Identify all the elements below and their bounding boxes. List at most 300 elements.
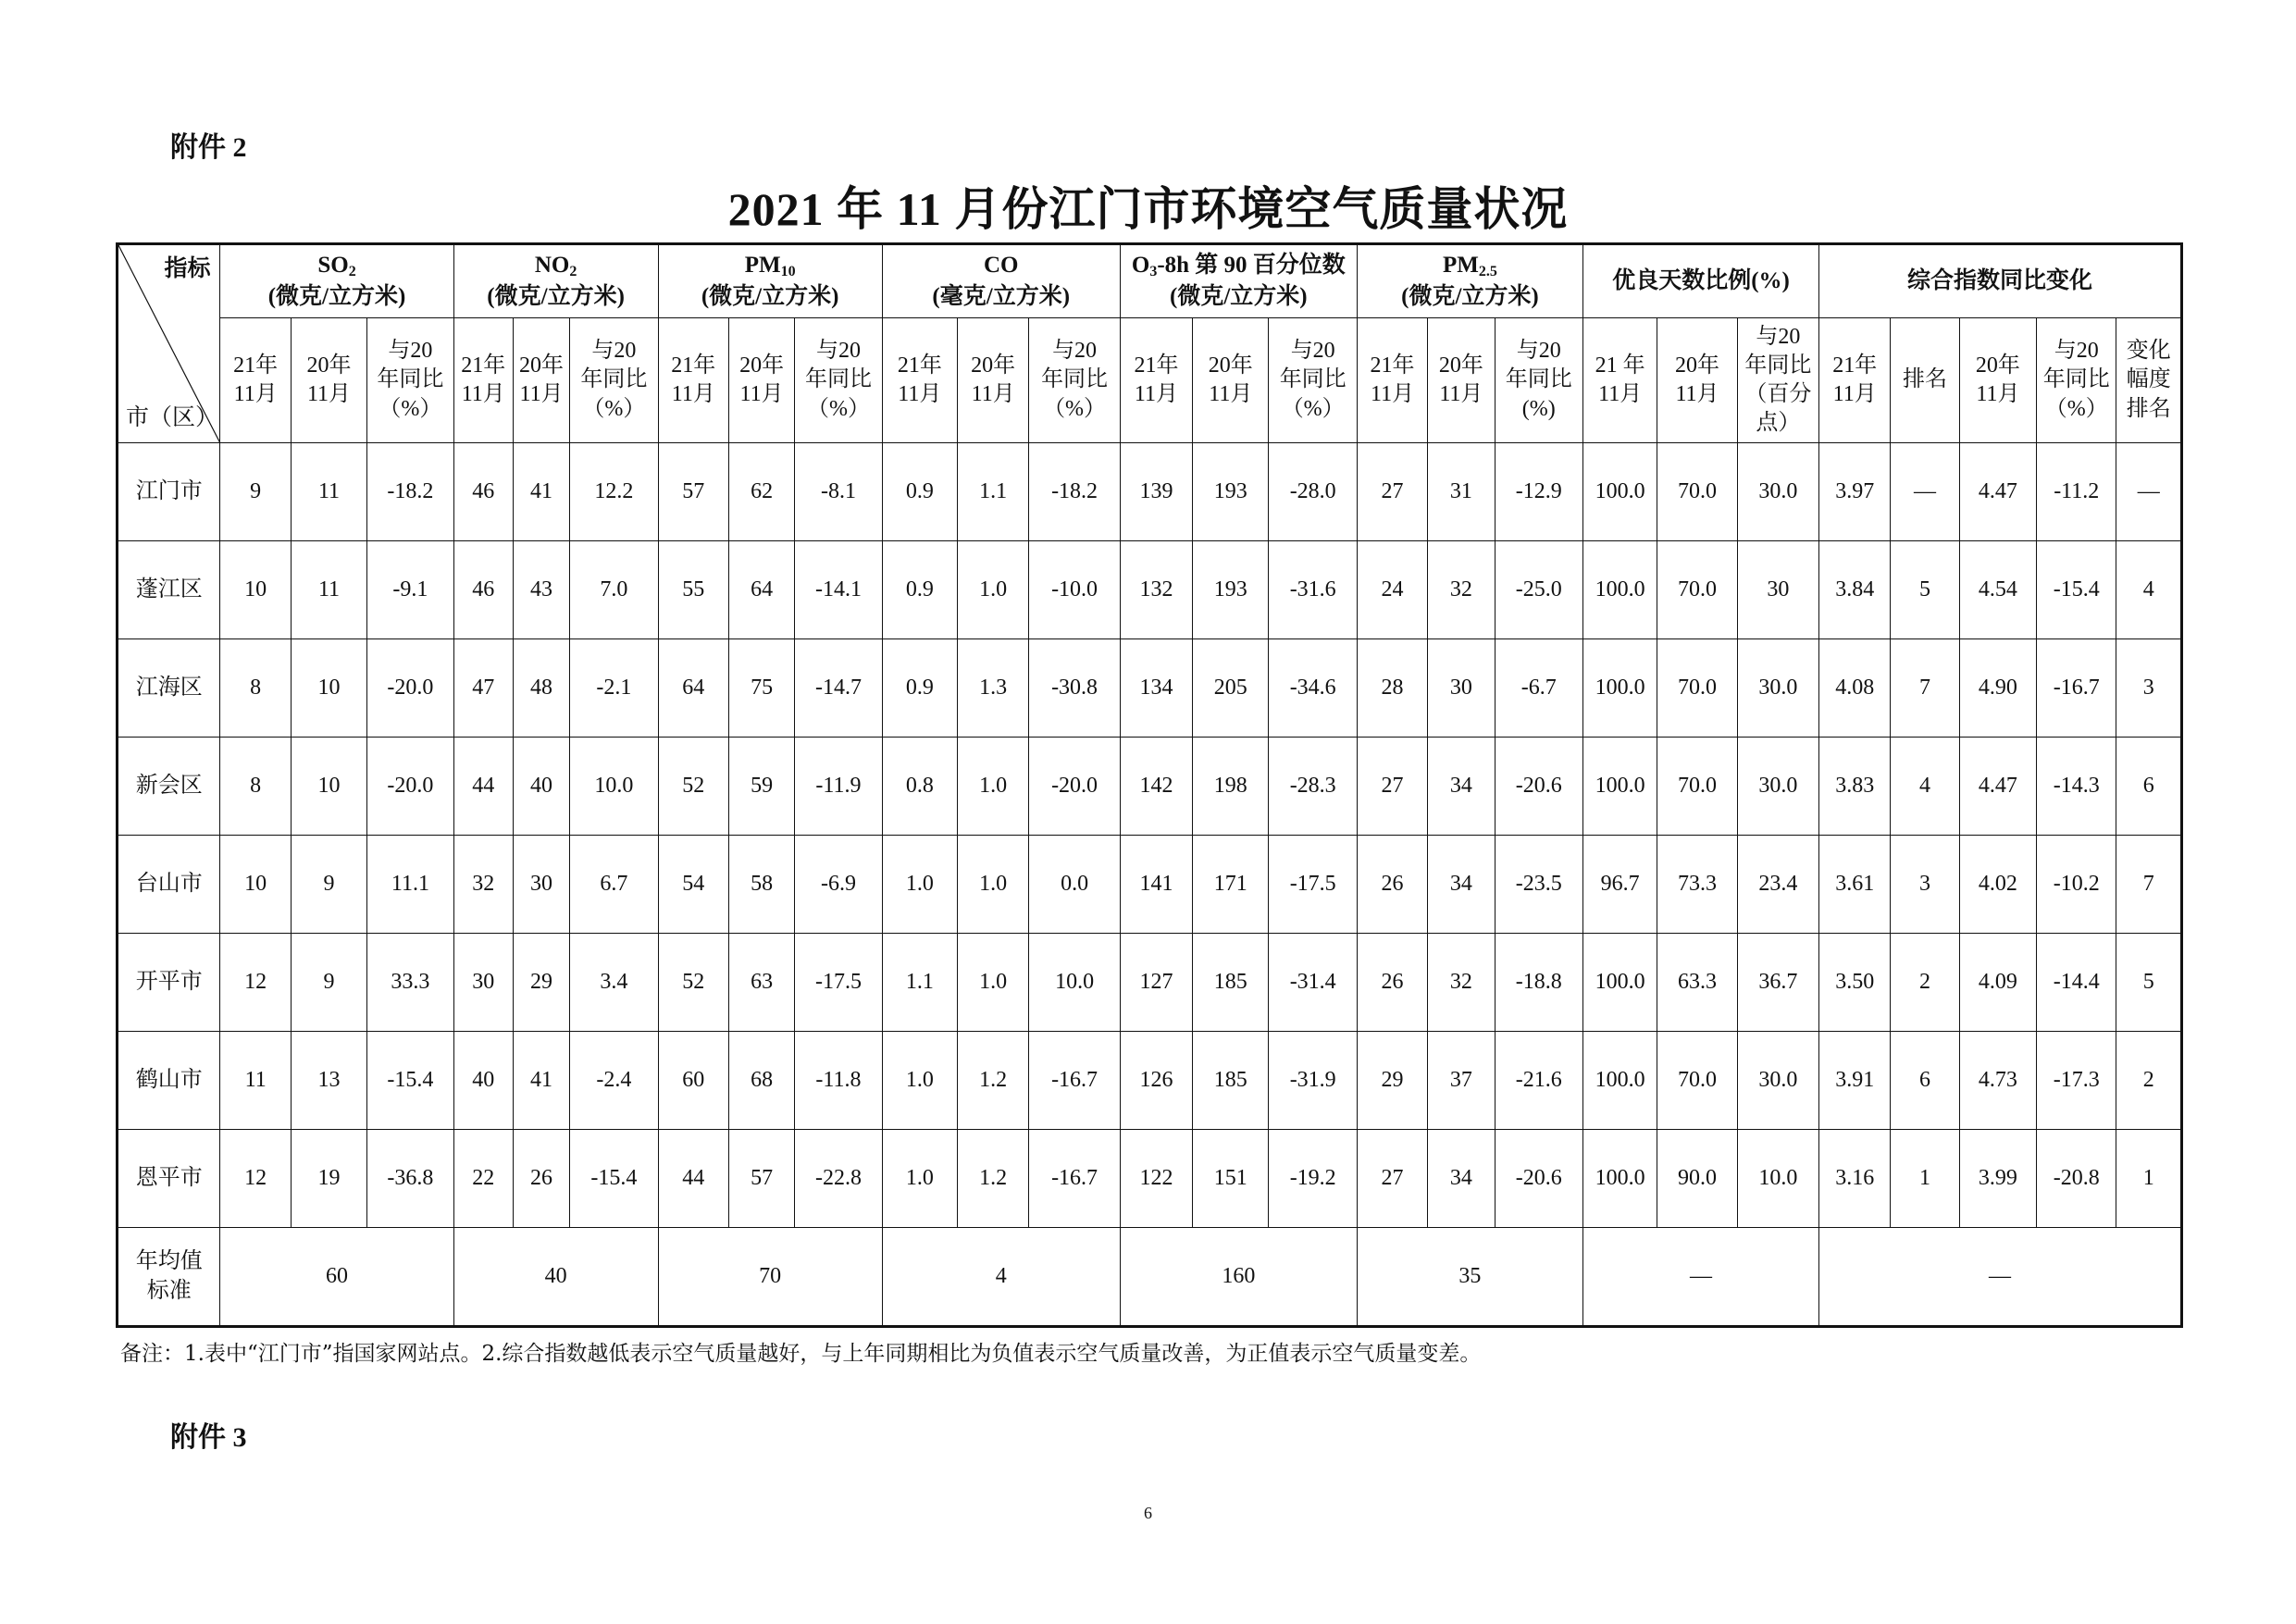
value-cell: 70.0 [1657,541,1737,639]
value-cell: 1.2 [958,1032,1029,1130]
value-cell: 46 [453,541,513,639]
value-cell: 100.0 [1582,541,1657,639]
value-cell: 4.02 [1959,836,2036,934]
value-cell: 4.90 [1959,639,2036,738]
value-cell: 3.50 [1819,934,1891,1032]
value-cell: 96.7 [1582,836,1657,934]
value-cell: -25.0 [1495,541,1582,639]
value-cell: -20.0 [367,639,453,738]
value-cell: 4 [2116,541,2182,639]
value-cell: 127 [1120,934,1192,1032]
group-subscript: 10 [780,263,796,279]
value-cell: 33.3 [367,934,453,1032]
value-cell: 132 [1120,541,1192,639]
value-cell: 1.0 [958,738,1029,836]
value-cell: -10.0 [1029,541,1120,639]
value-cell: 10 [220,836,291,934]
value-cell: 10.0 [570,738,658,836]
table-row [118,639,2182,738]
value-cell: 73.3 [1657,836,1737,934]
value-cell: 12 [220,1130,291,1228]
group-header-good-days [1582,244,1818,318]
value-cell: 100.0 [1582,639,1657,738]
group-header-row [118,244,2182,318]
subheader-cell: 与20 年同比 （%） [367,318,453,443]
value-cell: -20.0 [367,738,453,836]
value-cell: -31.9 [1269,1032,1357,1130]
subheader-cell: 20年 11月 [1428,318,1495,443]
value-cell: 142 [1120,738,1192,836]
annex-3-label: 附件 3 [170,1422,247,1453]
value-cell: 70.0 [1657,1032,1737,1130]
value-cell: 185 [1193,1032,1269,1130]
value-cell: 11 [220,1032,291,1130]
value-cell: 70.0 [1657,443,1737,541]
value-cell: 171 [1193,836,1269,934]
value-cell: 6 [2116,738,2182,836]
group-header-o3 [1120,244,1357,318]
value-cell: -19.2 [1269,1130,1357,1228]
value-cell: 8 [220,639,291,738]
city-name-cell: 恩平市 [118,1130,220,1228]
value-cell: 22 [453,1130,513,1228]
table-footnote: 备注：1.表中“江门市”指国家网站点。2.综合指数越低表示空气质量越好，与上年同期相比为负值表示空气质量改善，为正值表示空气质量变差。 [120,1342,1482,1366]
value-cell: 122 [1120,1130,1192,1228]
value-cell: 27 [1357,738,1427,836]
group-name: PM [1442,252,1479,278]
value-cell: -17.3 [2037,1032,2116,1130]
city-name-cell: 江门市 [118,443,220,541]
value-cell: 1.2 [958,1130,1029,1228]
annex-2-label: 附件 2 [170,132,247,163]
value-cell: -6.7 [1495,639,1582,738]
value-cell: 198 [1193,738,1269,836]
value-cell: 63.3 [1657,934,1737,1032]
subheader-cell: 20年 11月 [728,318,794,443]
value-cell: -12.9 [1495,443,1582,541]
value-cell: 57 [728,1130,794,1228]
value-cell: 3.91 [1819,1032,1891,1130]
value-cell: -8.1 [795,443,882,541]
value-cell: 126 [1120,1032,1192,1130]
value-cell: 134 [1120,639,1192,738]
value-cell: 36.7 [1737,934,1818,1032]
value-cell: 3.4 [570,934,658,1032]
subheader-cell: 20年 11月 [1193,318,1269,443]
value-cell: 3.97 [1819,443,1891,541]
subheader-row [118,318,2182,443]
value-cell: 24 [1357,541,1427,639]
value-cell: 46 [453,443,513,541]
value-cell: 2 [1891,934,1959,1032]
value-cell: 44 [453,738,513,836]
value-cell: 30 [513,836,569,934]
value-cell: -28.3 [1269,738,1357,836]
value-cell: -20.8 [2037,1130,2116,1228]
value-cell: 4.08 [1819,639,1891,738]
subheader-cell: 与20 年同比 （%） [570,318,658,443]
value-cell: 63 [728,934,794,1032]
value-cell: -16.7 [1029,1032,1120,1130]
standard-value-cell: 70 [658,1228,882,1327]
value-cell: 1.0 [882,1130,957,1228]
value-cell: — [1891,443,1959,541]
value-cell: 57 [658,443,728,541]
value-cell: 32 [1428,541,1495,639]
value-cell: 1.0 [882,1032,957,1130]
value-cell: 4.09 [1959,934,2036,1032]
value-cell: 4.47 [1959,738,2036,836]
value-cell: 9 [291,934,366,1032]
value-cell: 4.54 [1959,541,2036,639]
value-cell: 90.0 [1657,1130,1737,1228]
value-cell: 27 [1357,1130,1427,1228]
city-name-cell: 江海区 [118,639,220,738]
value-cell: -2.4 [570,1032,658,1130]
value-cell: 34 [1428,836,1495,934]
value-cell: 27 [1357,443,1427,541]
value-cell: 9 [220,443,291,541]
value-cell: 30 [1737,541,1818,639]
value-cell: 11.1 [367,836,453,934]
value-cell: 3 [1891,836,1959,934]
city-name-cell: 台山市 [118,836,220,934]
value-cell: 28 [1357,639,1427,738]
value-cell: 185 [1193,934,1269,1032]
value-cell: 60 [658,1032,728,1130]
value-cell: 7 [2116,836,2182,934]
value-cell: -17.5 [795,934,882,1032]
value-cell: 54 [658,836,728,934]
value-cell: 13 [291,1032,366,1130]
value-cell: 8 [220,738,291,836]
group-unit: (微克/立方米) [701,283,839,309]
group-unit: (微克/立方米) [487,283,625,309]
value-cell: 7 [1891,639,1959,738]
value-cell: 26 [1357,836,1427,934]
value-cell: 100.0 [1582,738,1657,836]
value-cell: -15.4 [570,1130,658,1228]
value-cell: 32 [1428,934,1495,1032]
subheader-cell: 21年 11月 [1819,318,1891,443]
value-cell: 11 [291,443,366,541]
standard-value-cell: 35 [1357,1228,1582,1327]
value-cell: -10.2 [2037,836,2116,934]
subheader-cell: 20年 11月 [1657,318,1737,443]
value-cell: 10 [220,541,291,639]
table-row [118,1130,2182,1228]
value-cell: 23.4 [1737,836,1818,934]
group-name: O [1131,252,1150,278]
value-cell: 1.0 [882,836,957,934]
value-cell: 55 [658,541,728,639]
group-subscript: 2 [569,263,577,279]
group-name: NO [534,252,570,278]
value-cell: 139 [1120,443,1192,541]
value-cell: 1 [1891,1130,1959,1228]
air-quality-table [116,242,2183,1328]
table-row [118,836,2182,934]
city-name-cell: 新会区 [118,738,220,836]
value-cell: 193 [1193,443,1269,541]
value-cell: 0.9 [882,443,957,541]
value-cell: 3.16 [1819,1130,1891,1228]
value-cell: 10 [291,639,366,738]
subheader-cell: 21年 11月 [658,318,728,443]
value-cell: -18.8 [1495,934,1582,1032]
group-name: 优良天数比例(%) [1612,267,1790,293]
value-cell: 29 [1357,1032,1427,1130]
value-cell: -14.3 [2037,738,2116,836]
value-cell: 30.0 [1737,738,1818,836]
value-cell: 64 [658,639,728,738]
value-cell: 3.61 [1819,836,1891,934]
value-cell: 58 [728,836,794,934]
value-cell: 4.47 [1959,443,2036,541]
subheader-cell: 与20 年同比 （%） [795,318,882,443]
value-cell: -17.5 [1269,836,1357,934]
value-cell: 0.9 [882,639,957,738]
value-cell: 19 [291,1130,366,1228]
value-cell: -31.6 [1269,541,1357,639]
value-cell: 0.8 [882,738,957,836]
table-body [118,443,2182,1327]
subheader-cell: 20年 11月 [513,318,569,443]
value-cell: 10.0 [1029,934,1120,1032]
value-cell: 193 [1193,541,1269,639]
value-cell: 75 [728,639,794,738]
subheader-cell: 21 年 11月 [1582,318,1657,443]
group-subscript: 2.5 [1478,263,1497,279]
value-cell: 5 [1891,541,1959,639]
value-cell: -6.9 [795,836,882,934]
value-cell: 26 [1357,934,1427,1032]
value-cell: 0.0 [1029,836,1120,934]
value-cell: 10.0 [1737,1130,1818,1228]
subheader-cell: 21年 11月 [453,318,513,443]
value-cell: 70.0 [1657,738,1737,836]
standard-row [118,1228,2182,1327]
value-cell: -18.2 [1029,443,1120,541]
value-cell: 12.2 [570,443,658,541]
value-cell: 59 [728,738,794,836]
value-cell: 70.0 [1657,639,1737,738]
value-cell: -11.2 [2037,443,2116,541]
value-cell: -11.8 [795,1032,882,1130]
value-cell: 100.0 [1582,1032,1657,1130]
table-row [118,934,2182,1032]
subheader-cell: 20年 11月 [291,318,366,443]
value-cell: 34 [1428,738,1495,836]
value-cell: -15.4 [367,1032,453,1130]
subheader-cell: 21年 11月 [882,318,957,443]
value-cell: 12 [220,934,291,1032]
group-subscript: 3 [1149,263,1158,279]
value-cell: 1.1 [958,443,1029,541]
subheader-cell: 与20 年同比 （%） [1029,318,1120,443]
subheader-cell: 与20 年同比 （百分 点） [1737,318,1818,443]
standard-value-cell: 160 [1120,1228,1357,1327]
value-cell: -22.8 [795,1130,882,1228]
value-cell: 68 [728,1032,794,1130]
subheader-cell: 21年 11月 [220,318,291,443]
group-unit: (毫克/立方米) [932,283,1071,309]
value-cell: -14.4 [2037,934,2116,1032]
page-title: 2021 年 11 月份江门市环境空气质量状况 [727,183,1569,235]
value-cell: 41 [513,443,569,541]
value-cell: 30.0 [1737,443,1818,541]
value-cell: 6 [1891,1032,1959,1130]
value-cell: 5 [2116,934,2182,1032]
group-header-no2 [453,244,658,318]
value-cell: -20.0 [1029,738,1120,836]
value-cell: 40 [513,738,569,836]
group-name: PM [744,252,781,278]
corner-header-cell [118,244,220,443]
value-cell: 1.0 [958,836,1029,934]
value-cell: 30 [453,934,513,1032]
group-name: 综合指数同比变化 [1907,267,2093,293]
value-cell: 100.0 [1582,443,1657,541]
value-cell: -23.5 [1495,836,1582,934]
value-cell: 141 [1120,836,1192,934]
subheader-cell: 排名 [1891,318,1959,443]
group-unit: (微克/立方米) [1401,283,1539,309]
value-cell: 1.1 [882,934,957,1032]
value-cell: 43 [513,541,569,639]
subheader-cell: 与20 年同比 （%） [1269,318,1357,443]
value-cell: -16.7 [1029,1130,1120,1228]
value-cell: 3.84 [1819,541,1891,639]
value-cell: -28.0 [1269,443,1357,541]
value-cell: 32 [453,836,513,934]
value-cell: -9.1 [367,541,453,639]
value-cell: 1.0 [958,934,1029,1032]
city-name-cell: 鹤山市 [118,1032,220,1130]
value-cell: 41 [513,1032,569,1130]
value-cell: 4 [1891,738,1959,836]
value-cell: 0.9 [882,541,957,639]
subheader-cell: 与20 年同比 （%） [2037,318,2116,443]
value-cell: 52 [658,738,728,836]
group-name: SO [317,252,349,278]
value-cell: 7.0 [570,541,658,639]
value-cell: 1.3 [958,639,1029,738]
subheader-cell: 20年 11月 [958,318,1029,443]
value-cell: 40 [453,1032,513,1130]
value-cell: 44 [658,1130,728,1228]
value-cell: 3.83 [1819,738,1891,836]
group-header-pm25 [1357,244,1582,318]
value-cell: 151 [1193,1130,1269,1228]
value-cell: -2.1 [570,639,658,738]
value-cell: 1.0 [958,541,1029,639]
subheader-cell: 变化 幅度 排名 [2116,318,2182,443]
table-row [118,1032,2182,1130]
value-cell: -14.1 [795,541,882,639]
group-name: CO [983,252,1019,278]
group-header-pm10 [658,244,882,318]
value-cell: 31 [1428,443,1495,541]
value-cell: 48 [513,639,569,738]
value-cell: -34.6 [1269,639,1357,738]
table-row [118,443,2182,541]
value-cell: -18.2 [367,443,453,541]
city-name-cell: 蓬江区 [118,541,220,639]
subheader-cell: 21年 11月 [1120,318,1192,443]
standard-value-cell: — [1582,1228,1818,1327]
value-cell: 100.0 [1582,934,1657,1032]
value-cell: 2 [2116,1032,2182,1130]
subheader-cell: 与20 年同比 (%) [1495,318,1582,443]
value-cell: 4.73 [1959,1032,2036,1130]
standard-label-cell: 年均值 标准 [118,1228,220,1327]
standard-value-cell: — [1819,1228,2182,1327]
group-header-co [882,244,1120,318]
group-header-so2 [220,244,453,318]
value-cell: 29 [513,934,569,1032]
value-cell: 30.0 [1737,1032,1818,1130]
value-cell: — [2116,443,2182,541]
city-name-cell: 开平市 [118,934,220,1032]
value-cell: -31.4 [1269,934,1357,1032]
value-cell: 34 [1428,1130,1495,1228]
value-cell: 205 [1193,639,1269,738]
value-cell: 47 [453,639,513,738]
corner-city-label: 市（区） [126,404,219,430]
value-cell: 9 [291,836,366,934]
group-header-composite-index [1819,244,2182,318]
standard-value-cell: 40 [453,1228,658,1327]
standard-value-cell: 4 [882,1228,1120,1327]
value-cell: -16.7 [2037,639,2116,738]
value-cell: 6.7 [570,836,658,934]
value-cell: 1 [2116,1130,2182,1228]
group-subscript: 2 [348,263,356,279]
value-cell: -20.6 [1495,738,1582,836]
standard-value-cell: 60 [220,1228,453,1327]
table-row [118,738,2182,836]
value-cell: 30 [1428,639,1495,738]
table-row [118,541,2182,639]
value-cell: 3 [2116,639,2182,738]
group-suffix: -8h 第 90 百分位数 [1157,252,1346,278]
value-cell: 100.0 [1582,1130,1657,1228]
value-cell: 64 [728,541,794,639]
subheader-cell: 21年 11月 [1357,318,1427,443]
value-cell: -14.7 [795,639,882,738]
group-unit: (微克/立方米) [1170,283,1308,309]
value-cell: 37 [1428,1032,1495,1130]
value-cell: 30.0 [1737,639,1818,738]
group-unit: (微克/立方米) [267,283,406,309]
value-cell: 52 [658,934,728,1032]
corner-indicator-label: 指标 [164,256,211,281]
value-cell: 11 [291,541,366,639]
value-cell: -21.6 [1495,1032,1582,1130]
value-cell: 3.99 [1959,1130,2036,1228]
subheader-cell: 20年 11月 [1959,318,2036,443]
page-number: 6 [1144,1504,1152,1522]
value-cell: -36.8 [367,1130,453,1228]
value-cell: -11.9 [795,738,882,836]
value-cell: 62 [728,443,794,541]
value-cell: 10 [291,738,366,836]
value-cell: -30.8 [1029,639,1120,738]
value-cell: 26 [513,1130,569,1228]
value-cell: -20.6 [1495,1130,1582,1228]
value-cell: -15.4 [2037,541,2116,639]
